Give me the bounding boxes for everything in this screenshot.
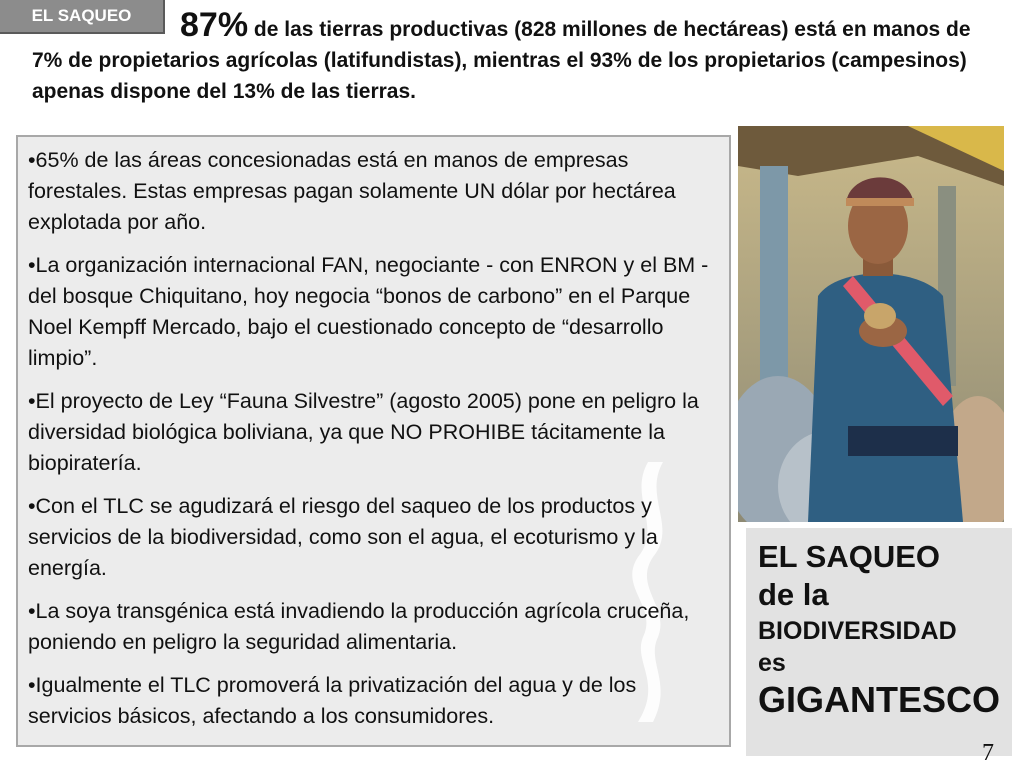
farmer-photo — [738, 126, 1004, 522]
title-line-1: EL SAQUEO — [758, 539, 941, 574]
section-tag-label: EL SAQUEO — [31, 6, 132, 25]
bullet-item: •La soya transgénica está invadiendo la producción agrícola cruceña, poniendo en peligro la seguridad alimentaria. — [28, 599, 690, 654]
bullet-item: •Igualmente el TLC promoverá la privatización del agua y de los servicios básicos, afectando a los consumidores. — [28, 673, 637, 728]
title-line-2: de la — [758, 577, 829, 612]
title-line-5: GIGANTESCO — [758, 679, 1001, 720]
headline-text: de las tierras productivas (828 millones de hectáreas) está en manos de 7% de propietarios agrícolas (latifundistas), mientras el 93% de los propietarios (campesinos) apenas dispone del 13% de las tierras. — [32, 18, 971, 103]
title-box — [746, 528, 1012, 756]
farmer-photo-illustration — [738, 126, 1004, 522]
title-line-4: es — [758, 649, 786, 677]
title-line-3: BIODIVERSIDAD — [758, 617, 957, 645]
page-number: 7 — [982, 740, 994, 766]
bullet-item: •El proyecto de Ley “Fauna Silvestre” (agosto 2005) pone en peligro la diversidad biológica boliviana, ya que NO PROHIBE tácitamente la biopiratería. — [28, 389, 699, 475]
bullet-item: •65% de las áreas concesionadas está en manos de empresas forestales. Estas empresas pagan solamente UN dólar por hectárea explotada por año. — [28, 148, 676, 234]
bullet-item: •La organización internacional FAN, negociante - con ENRON y el BM - del bosque Chiquitano, hoy negocia “bonos de carbono” en el Parque Noel Kempff Mercado, bajo el cuestionado concepto de “desarrollo limpio”. — [28, 253, 709, 370]
headline — [32, 6, 1002, 107]
bullet-item: •Con el TLC se agudizará el riesgo del saqueo de los productos y servicios de la biodiversidad, como son el agua, el ecoturismo y la energía. — [28, 494, 658, 580]
bullet-panel — [16, 135, 731, 747]
headline-percent: 87% — [180, 6, 249, 44]
